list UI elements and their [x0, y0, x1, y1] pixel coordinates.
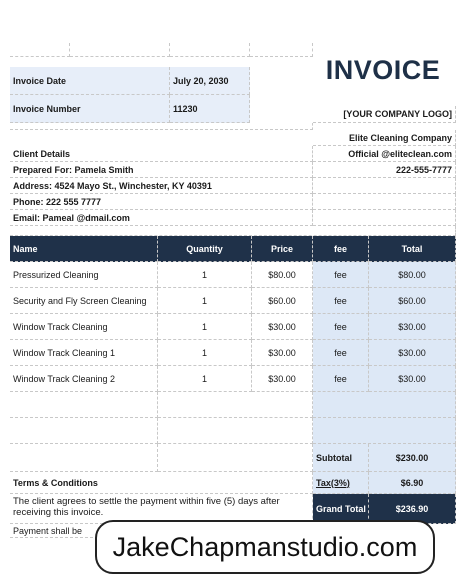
terms-text: The client agrees to settle the payment within five (5) days after receiving this invoice. — [10, 494, 313, 524]
client-address: Address: 4524 Mayo St., Winchester, KY 40391 — [10, 178, 313, 194]
table-row-qty: 1 — [158, 340, 252, 366]
table-row-qty: 1 — [158, 288, 252, 314]
company-logo-placeholder: [YOUR COMPANY LOGO] — [313, 106, 456, 123]
grid-cell — [313, 392, 456, 418]
table-row-name: Window Track Cleaning — [10, 314, 158, 340]
table-row-fee: fee — [313, 340, 369, 366]
invoice-number-label: Invoice Number — [10, 95, 170, 123]
table-row-name: Window Track Cleaning 2 — [10, 366, 158, 392]
grid-cell — [10, 392, 158, 418]
client-email: Email: Pameal @dmail.com — [10, 210, 313, 226]
invoice-title: INVOICE — [325, 54, 441, 85]
watermark-banner: JakeChapmanstudio.com — [95, 520, 435, 574]
grid-cell — [10, 226, 456, 236]
company-name: Elite Cleaning Company — [313, 130, 456, 146]
tax-value: $6.90 — [369, 472, 456, 494]
invoice-number-value: 11230 — [170, 95, 250, 123]
table-row-fee: fee — [313, 288, 369, 314]
client-prepared-for: Prepared For: Pamela Smith — [10, 162, 313, 178]
table-row-name: Security and Fly Screen Cleaning — [10, 288, 158, 314]
terms-text-2: Payment shall be — [10, 524, 313, 538]
grid-cell — [10, 123, 313, 130]
invoice-date-label: Invoice Date — [10, 67, 170, 95]
table-row-qty: 1 — [158, 314, 252, 340]
grid-cell — [250, 43, 313, 57]
table-row-price: $30.00 — [252, 340, 313, 366]
table-row-total: $30.00 — [369, 340, 456, 366]
subtotal-value: $230.00 — [369, 444, 456, 472]
grid-cell — [313, 178, 456, 194]
grid-cell — [10, 418, 158, 444]
col-header-quantity: Quantity — [158, 236, 252, 262]
grid-cell — [10, 444, 158, 472]
client-phone: Phone: 222 555 7777 — [10, 194, 313, 210]
grid-cell — [313, 194, 456, 210]
company-phone: 222-555-7777 — [313, 162, 456, 178]
table-row-price: $30.00 — [252, 366, 313, 392]
grand-total-label: Grand Total — [313, 494, 369, 524]
table-row-total: $30.00 — [369, 314, 456, 340]
terms-heading — [10, 472, 313, 494]
grid-cell — [158, 444, 313, 472]
table-row-qty: 1 — [158, 366, 252, 392]
company-email: Official @eliteclean.com — [313, 146, 456, 162]
table-row-name: Pressurized Cleaning — [10, 262, 158, 288]
col-header-total: Total — [369, 236, 456, 262]
col-header-price: Price — [252, 236, 313, 262]
grid-cell — [313, 418, 456, 444]
grid-cell — [313, 210, 456, 226]
table-row-fee: fee — [313, 366, 369, 392]
table-row-total: $60.00 — [369, 288, 456, 314]
invoice-sheet — [10, 43, 456, 539]
table-row-total: $30.00 — [369, 366, 456, 392]
grid-cell — [158, 392, 313, 418]
table-row-price: $80.00 — [252, 262, 313, 288]
client-details-heading: Client Details — [10, 146, 313, 162]
table-row-price: $60.00 — [252, 288, 313, 314]
table-row-fee: fee — [313, 262, 369, 288]
tax-label-text: Tax(3%) — [316, 477, 350, 488]
grid-cell — [158, 418, 313, 444]
table-row-price: $30.00 — [252, 314, 313, 340]
grid-cell — [70, 43, 170, 57]
tax-label — [313, 472, 369, 494]
invoice-date-value: July 20, 2030 — [170, 67, 250, 95]
col-header-name: Name — [10, 236, 158, 262]
grid-cell — [10, 43, 70, 57]
terms-heading-text: Terms & Conditions — [13, 477, 98, 488]
table-row-qty: 1 — [158, 262, 252, 288]
table-row-fee: fee — [313, 314, 369, 340]
table-row-total: $80.00 — [369, 262, 456, 288]
grid-cell — [170, 43, 250, 57]
col-header-fee: fee — [313, 236, 369, 262]
table-row-name: Window Track Cleaning 1 — [10, 340, 158, 366]
grand-total-value: $236.90 — [369, 494, 456, 524]
subtotal-label: Subtotal — [313, 444, 369, 472]
